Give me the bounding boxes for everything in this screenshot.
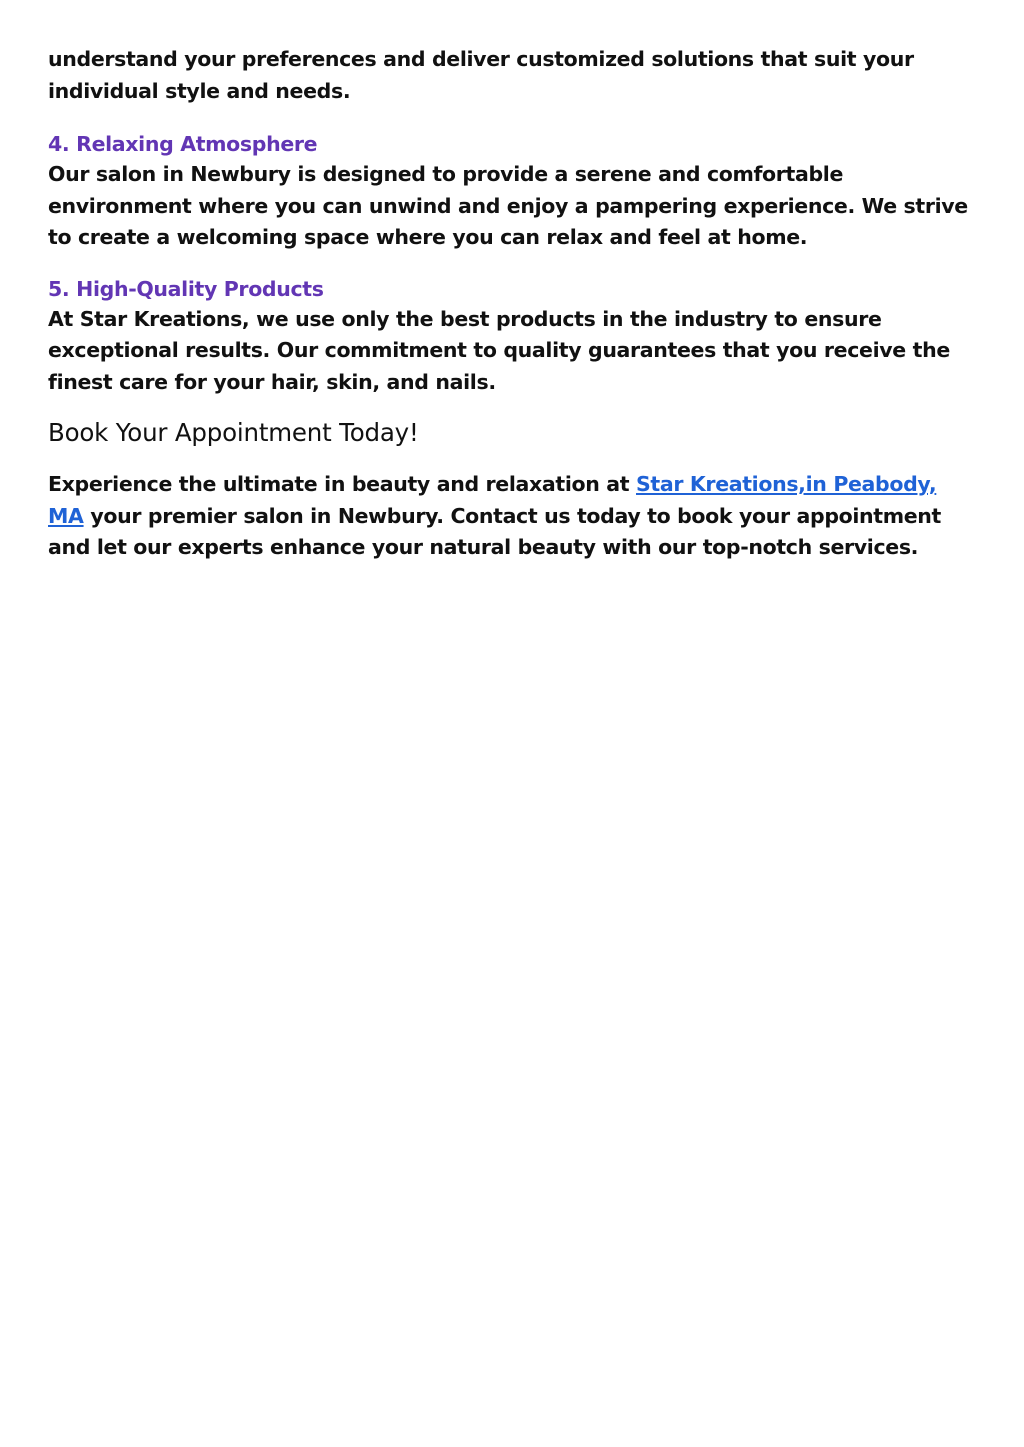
book-appointment-heading: Book Your Appointment Today! [48, 418, 419, 447]
book-appointment-paragraph [48, 469, 978, 564]
section-title-relaxing-atmosphere: 4. Relaxing Atmosphere [48, 132, 318, 156]
section-body-relaxing-atmosphere: Our salon in Newbury is designed to provide a serene and comfortable environment where you can unwind and enjoy a pampering experience. We strive to create a welcoming space where you can relax and feel at home. [48, 162, 968, 249]
section-title-high-quality-products: 5. High-Quality Products [48, 276, 324, 301]
intro-paragraph-tail: understand your preferences and deliver customized solutions that suit your individual style and needs. [48, 47, 914, 103]
section-body-high-quality-products: At Star Kreations, we use only the best products in the industry to ensure exceptional results. Our commitment to quality guarantees that you receive the finest care for your hair, skin, and nails. [48, 306, 950, 394]
book-text-after-link: your premier salon in Newbury. Contact us today to book your appointment and let our experts enhance your natural beauty with our top-notch services. [48, 503, 942, 559]
article-content [48, 44, 978, 564]
book-text-before-link: Experience the ultimate in beauty and relaxation at [48, 472, 636, 496]
star-kreations-link[interactable]: Star Kreations,in Peabody, MA [48, 472, 937, 528]
